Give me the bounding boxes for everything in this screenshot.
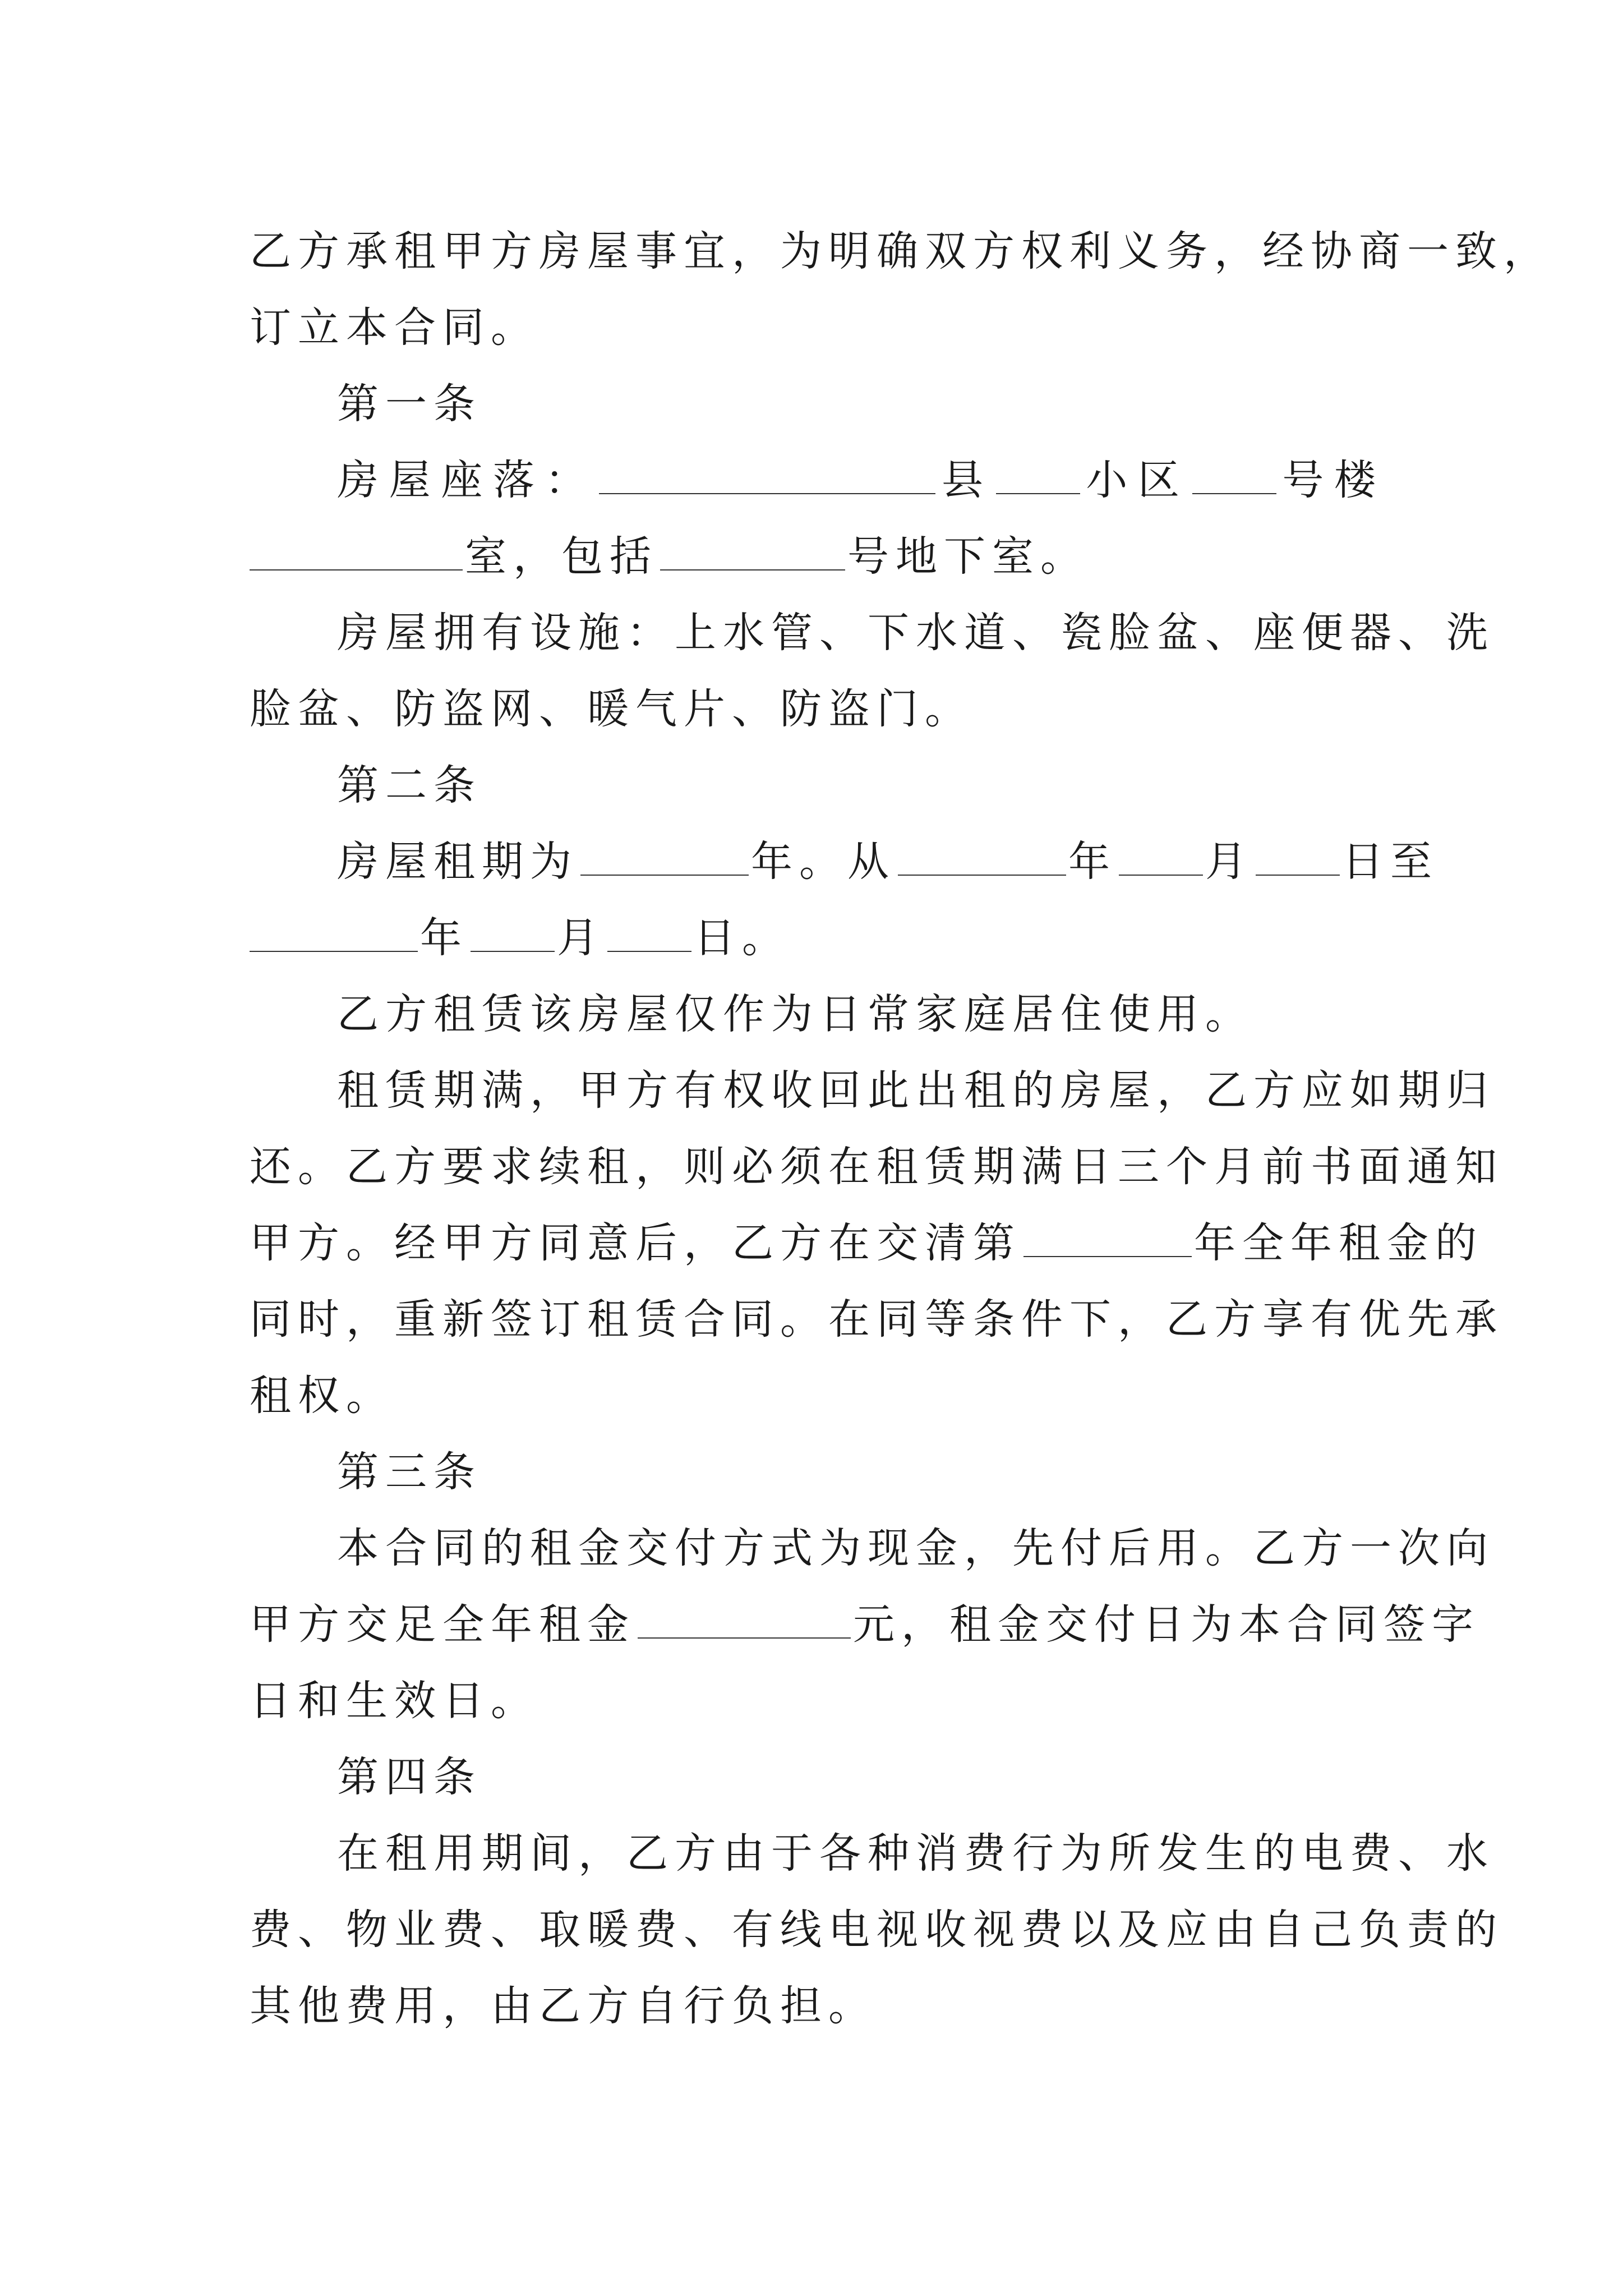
facilities-line-1: 房屋拥有设施：上水管、下水道、瓷脸盆、座便器、洗 (337, 609, 1495, 657)
payment-line-2-prefix: 甲方交足全年租金 (250, 1600, 635, 1649)
renew-line-3 (250, 1205, 1483, 1281)
end-month-label: 月 (557, 914, 605, 962)
room-blank (250, 521, 463, 570)
renew-line-1: 租赁期满，甲方有权收回此出租的房屋，乙方应如期归 (337, 1066, 1495, 1115)
county-blank (599, 445, 935, 494)
facilities-line-2: 脸盆、防盗网、暖气片、防盗门。 (250, 685, 973, 733)
term-line-2 (250, 900, 1382, 976)
payment-line-2-suffix: 元，租金交付日为本合同签字 (853, 1600, 1480, 1649)
article-4-heading: 第四条 (337, 1753, 482, 1801)
building-suffix: 号楼 (1278, 456, 1383, 504)
term-prefix: 房屋租期为 (337, 838, 578, 886)
rent-amount-blank (638, 1589, 851, 1639)
term-line-1 (250, 823, 1438, 900)
renew-line-3-prefix: 甲方。经甲方同意后，乙方在交清第 (250, 1219, 1021, 1267)
intro-line-1: 乙方承租甲方房屋事宜，为明确双方权利义务，经协商一致， (250, 227, 1552, 275)
renew-line-2: 还。乙方要求续租，则必须在租赁期满日三个月前书面通知 (250, 1143, 1504, 1191)
room-suffix: 室，包括 (465, 532, 658, 581)
end-year-blank (250, 903, 418, 952)
end-month-blank (471, 903, 555, 952)
renew-line-3-suffix: 年全年租金的 (1194, 1219, 1483, 1267)
expenses-line-1: 在租用期间，乙方由于各种消费行为所发生的电费、水 (337, 1829, 1495, 1878)
basement-blank (660, 521, 845, 570)
end-day-label: 日。 (694, 914, 790, 962)
end-day-blank (607, 903, 691, 952)
payment-line-2 (250, 1586, 1480, 1663)
intro-line-2: 订立本合同。 (250, 303, 539, 352)
renew-year-blank (1023, 1208, 1192, 1257)
community-suffix: 小区 (1082, 456, 1190, 504)
county-suffix: 县 (938, 456, 994, 504)
term-years-suffix: 年。从 (751, 838, 896, 886)
term-years-blank (580, 826, 749, 876)
start-year-blank (898, 826, 1066, 876)
payment-line-3: 日和生效日。 (250, 1677, 539, 1725)
renew-line-4: 同时，重新签订租赁合同。在同等条件下，乙方享有优先承 (250, 1295, 1504, 1343)
location-label: 房屋座落： (337, 456, 597, 504)
community-blank (996, 445, 1080, 494)
article-1-heading: 第一条 (337, 380, 482, 428)
expenses-line-2: 费、物业费、取暖费、有线电视收视费以及应由自己负责的 (250, 1906, 1504, 1954)
use-line: 乙方租赁该房屋仅作为日常家庭居住使用。 (337, 990, 1253, 1038)
start-month-blank (1119, 826, 1203, 876)
location-line-2 (250, 518, 1382, 595)
end-year-label: 年 (420, 914, 468, 962)
start-year-label: 年 (1068, 838, 1117, 886)
basement-suffix: 号地下室。 (847, 532, 1089, 581)
article-2-heading: 第二条 (337, 761, 482, 809)
expenses-line-3: 其他费用，由乙方自行负担。 (250, 1982, 877, 2030)
article-3-heading: 第三条 (337, 1448, 482, 1496)
building-blank (1192, 445, 1276, 494)
start-month-label: 月 (1205, 838, 1253, 886)
start-day-blank (1256, 826, 1340, 876)
payment-line-1: 本合同的租金交付方式为现金，先付后用。乙方一次向 (337, 1524, 1495, 1572)
location-line-1 (250, 442, 1382, 518)
start-day-label: 日至 (1342, 838, 1438, 886)
contract-body (250, 213, 1552, 2044)
renew-line-5: 租权。 (250, 1372, 394, 1420)
